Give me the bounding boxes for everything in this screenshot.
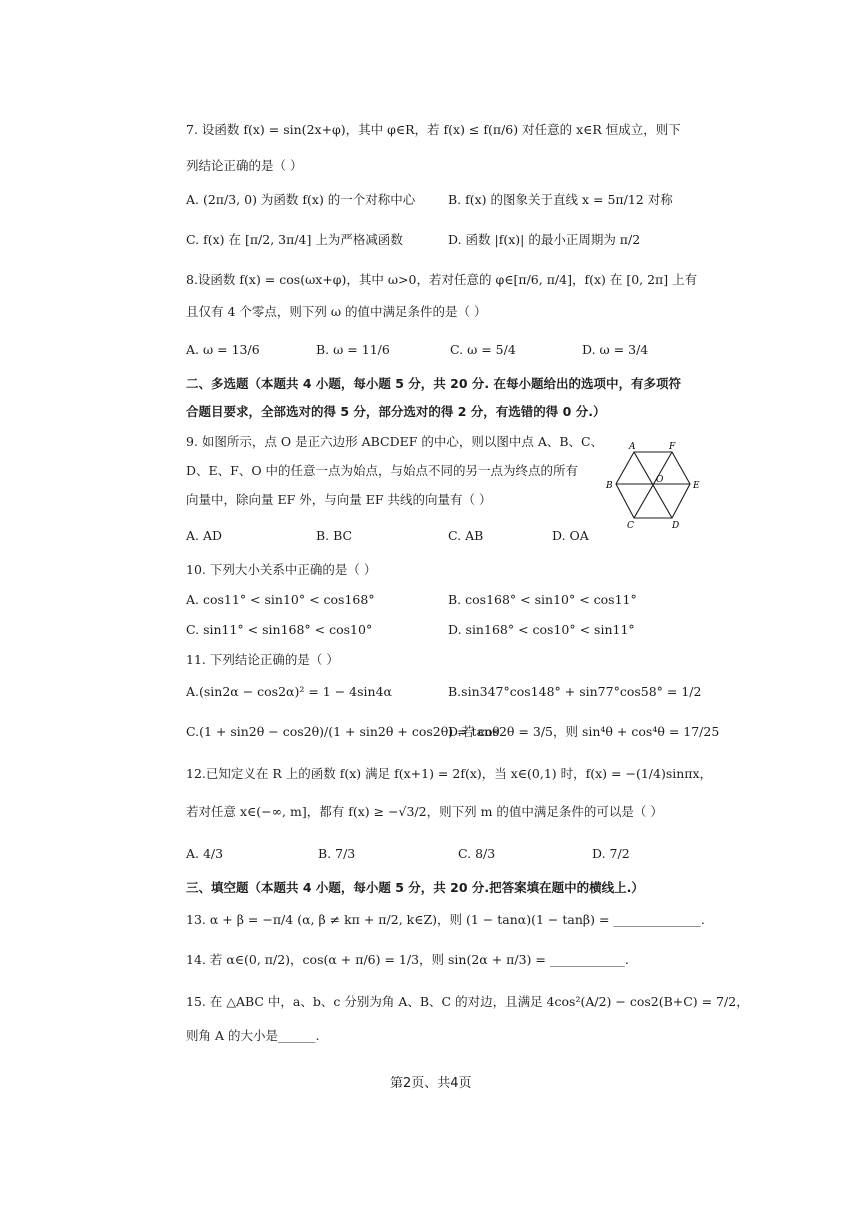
q12-stem-line2: 若对任意 x∈(−∞, m]，都有 f(x) ≥ −√3/2，则下列 m 的值中满足条件的可以是（ ） — [186, 804, 663, 819]
q10-option-d: D. sin168° < cos10° < sin11° — [448, 622, 635, 637]
q7-option-c: C. f(x) 在 [π/2, 3π/4] 上为严格减函数 — [186, 232, 403, 247]
hexagon-edges — [616, 452, 690, 518]
label-f: F — [669, 442, 676, 452]
section3-heading: 三、填空题（本题共 4 小题，每小题 5 分，共 20 分.把答案填在题中的横线上.） — [186, 880, 644, 895]
label-d: D — [672, 521, 680, 531]
q9-option-c: C. AB — [448, 528, 484, 543]
q8-option-a: A. ω = 13/6 — [186, 342, 260, 357]
q13-text: 13. α + β = −π/4 (α, β ≠ kπ + π/2, k∈Z)，则 (1 − tanα)(1 − tanβ) = ______________. — [186, 912, 705, 927]
q10-option-c: C. sin11° < sin168° < cos10° — [186, 622, 373, 637]
label-o: O — [656, 475, 664, 485]
q7-option-a: A. (2π/3, 0) 为函数 f(x) 的一个对称中心 — [186, 192, 416, 207]
q9-stem-line2: D、E、F、O 中的任意一点为始点，与始点不同的另一点为终点的所有 — [186, 463, 579, 478]
label-a: A — [629, 442, 636, 452]
q15-line1: 15. 在 △ABC 中，a、b、c 分别为角 A、B、C 的对边，且满足 4cos²(A/2) − cos2(B+C) = 7/2， — [186, 994, 749, 1009]
q11-option-c: C.(1 + sin2θ − cos2θ)/(1 + sin2θ + cos2θ) = tanθ — [186, 724, 500, 739]
q7-option-d: D. 函数 |f(x)| 的最小正周期为 π/2 — [448, 232, 641, 247]
q11-stem: 11. 下列结论正确的是（ ） — [186, 652, 339, 667]
q11-option-b: B.sin347°cos148° + sin77°cos58° = 1/2 — [448, 684, 702, 699]
q8-option-c: C. ω = 5/4 — [450, 342, 516, 357]
q9-option-b: B. BC — [316, 528, 353, 543]
q14-text: 14. 若 α∈(0, π/2)，cos(α + π/6) = 1/3，则 sin(2α + π/3) = ____________. — [186, 952, 629, 967]
q12-option-b: B. 7/3 — [318, 846, 356, 861]
page-number-footer: 第2页、共4页 — [390, 1076, 472, 1091]
q9-stem-line1: 9. 如图所示，点 O 是正六边形 ABCDEF 的中心，则以图中点 A、B、C、 — [186, 434, 604, 449]
q11-option-a: A.(sin2α − cos2α)² = 1 − 4sin4α — [186, 684, 392, 699]
q12-option-d: D. 7/2 — [592, 846, 630, 861]
q8-stem-line2: 且仅有 4 个零点，则下列 ω 的值中满足条件的是（ ） — [186, 304, 487, 319]
q12-option-a: A. 4/3 — [186, 846, 224, 861]
label-c: C — [627, 521, 634, 531]
q12-option-c: C. 8/3 — [458, 846, 496, 861]
q8-option-b: B. ω = 11/6 — [316, 342, 390, 357]
q10-stem: 10. 下列大小关系中正确的是（ ） — [186, 562, 377, 577]
q8-option-d: D. ω = 3/4 — [582, 342, 649, 357]
q12-stem-line1: 12.已知定义在 R 上的函数 f(x) 满足 f(x+1) = 2f(x)，当 x∈(0,1) 时，f(x) = −(1/4)sinπx， — [186, 766, 713, 781]
section2-heading-line1: 二、多选题（本题共 4 小题，每小题 5 分，共 20 分. 在每小题给出的选项中，有多项符 — [186, 376, 682, 391]
q11-option-d: D.若 cos2θ = 3/5，则 sin⁴θ + cos⁴θ = 17/25 — [448, 724, 720, 739]
q8-stem-line1: 8.设函数 f(x) = cos(ωx+φ)，其中 ω>0，若对任意的 φ∈[π/6, π/4]，f(x) 在 [0, 2π] 上有 — [186, 272, 698, 287]
q9-option-a: A. AD — [186, 528, 223, 543]
label-e: E — [693, 481, 700, 491]
q7-stem-line2: 列结论正确的是（ ） — [186, 158, 303, 173]
q7-stem-line1: 7. 设函数 f(x) = sin(2x+φ)，其中 φ∈R，若 f(x) ≤ f(π/6) 对任意的 x∈R 恒成立，则下 — [186, 122, 681, 137]
q10-option-a: A. cos11° < sin10° < cos168° — [186, 592, 375, 607]
q15-line2: 则角 A 的大小是______. — [186, 1028, 320, 1043]
hexagon-figure — [600, 440, 704, 532]
q7-option-b: B. f(x) 的图象关于直线 x = 5π/12 对称 — [448, 192, 673, 207]
section2-heading-line2: 合题目要求，全部选对的得 5 分，部分选对的得 2 分，有选错的得 0 分.） — [186, 404, 606, 419]
q9-stem-line3: 向量中，除向量 EF 外，与向量 EF 共线的向量有（ ） — [186, 492, 492, 507]
q9-option-d: D. OA — [552, 528, 589, 543]
label-b: B — [606, 481, 613, 491]
q10-option-b: B. cos168° < sin10° < cos11° — [448, 592, 637, 607]
